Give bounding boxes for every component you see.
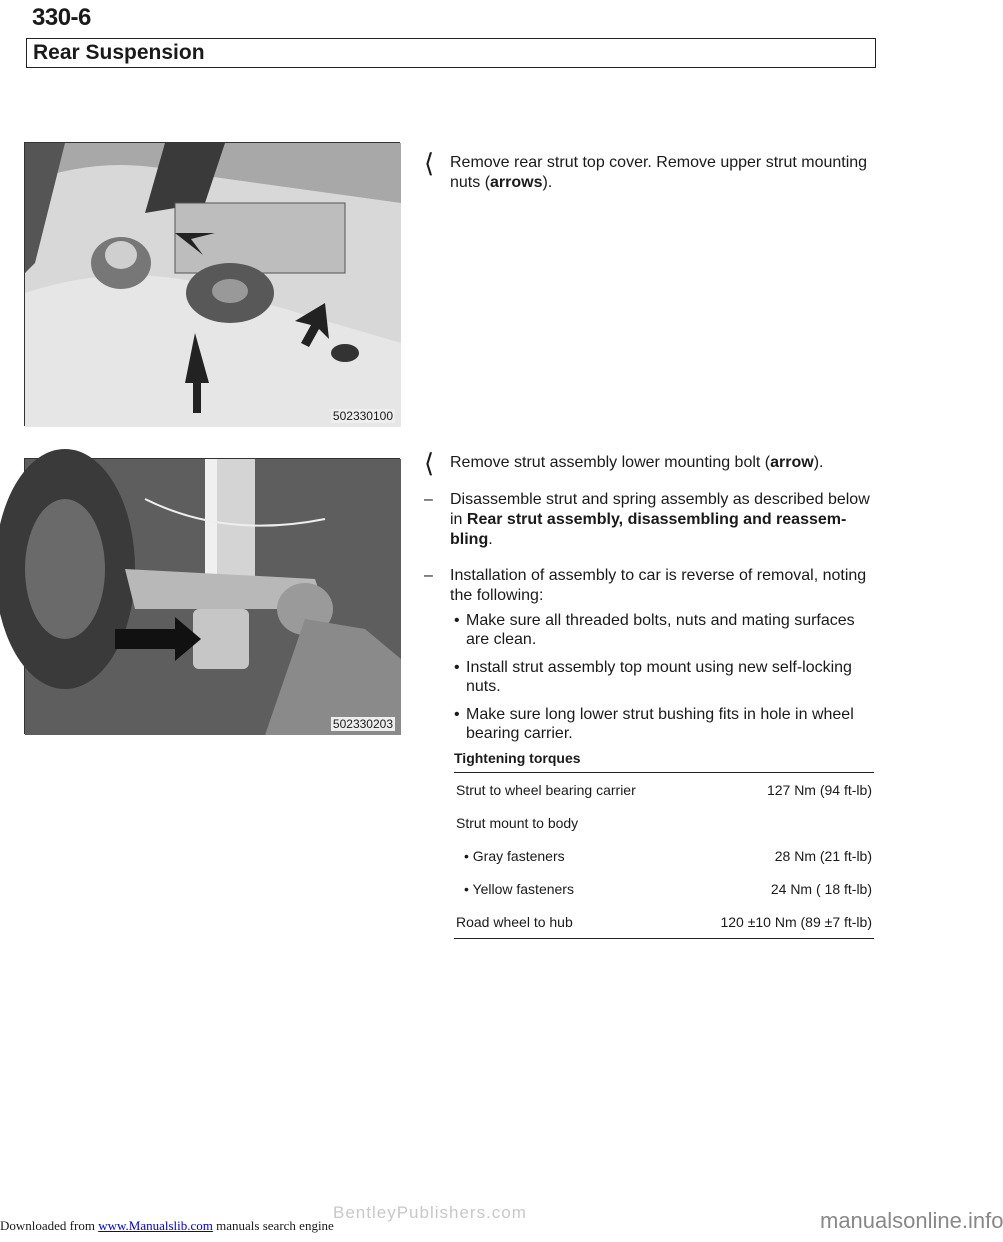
- dash-icon: –: [424, 567, 433, 584]
- table-row: • Yellow fasteners 24 Nm ( 18 ft-lb): [464, 880, 872, 897]
- step-arrow-icon: ⟨: [424, 148, 435, 178]
- list-item: • Install strut assembly top mount using new self-locking nuts.: [466, 658, 876, 696]
- table-row: Road wheel to hub 120 ±10 Nm (89 ±7 ft-lb): [456, 913, 872, 930]
- step-remove-lower-bolt: ⟨ Remove strut assembly lower mounting bolt (arrow).: [424, 448, 824, 478]
- installation-notes: [466, 611, 876, 752]
- publisher-watermark: BentleyPublishers.com: [333, 1203, 527, 1222]
- photo-lower-strut-mount: [24, 458, 400, 734]
- figure-code: 502330203: [332, 717, 393, 731]
- photo-upper-strut-mount: [24, 142, 400, 426]
- table-row: Strut to wheel bearing carrier 127 Nm (94 ft-lb): [456, 781, 872, 798]
- step-arrow-icon: ⟨: [424, 448, 435, 478]
- list-item: • Make sure all threaded bolts, nuts and mating surfaces are clean.: [466, 611, 876, 649]
- download-footer: Downloaded from www.Manualslib.com manuals search engine: [0, 1218, 334, 1233]
- section-title: Rear Suspension: [33, 41, 205, 64]
- footer-right-logo: manualsonline.info: [820, 1208, 1003, 1233]
- tightening-torques: [454, 750, 874, 939]
- step-installation: – Installation of assembly to car is reverse of removal, noting the following:: [424, 567, 867, 604]
- table-row: Strut mount to body: [456, 814, 579, 831]
- torque-title: Tightening torques: [454, 750, 581, 766]
- manualslib-link[interactable]: www.Manualslib.com: [98, 1218, 213, 1233]
- dash-icon: –: [424, 491, 433, 508]
- table-row: • Gray fasteners 28 Nm (21 ft-lb): [464, 847, 872, 864]
- torque-table: [454, 772, 874, 939]
- step-remove-top-cover: ⟨ Remove rear strut top cover. Remove upper strut mounting nuts (arrows).: [424, 148, 868, 191]
- step-disassemble: – Disassemble strut and spring assembly as described below in Rear strut assembly, disassembling and reassem-bling.: [424, 491, 870, 548]
- photo-lower-strut-mount-drawing: [25, 459, 401, 735]
- section-header: [26, 38, 876, 68]
- photo-upper-strut-mount-drawing: [25, 143, 401, 427]
- list-item: • Make sure long lower strut bushing fits in hole in wheel bearing carrier.: [466, 705, 876, 743]
- figure-code: 502330100: [332, 409, 393, 423]
- page-number: 330-6: [32, 4, 91, 31]
